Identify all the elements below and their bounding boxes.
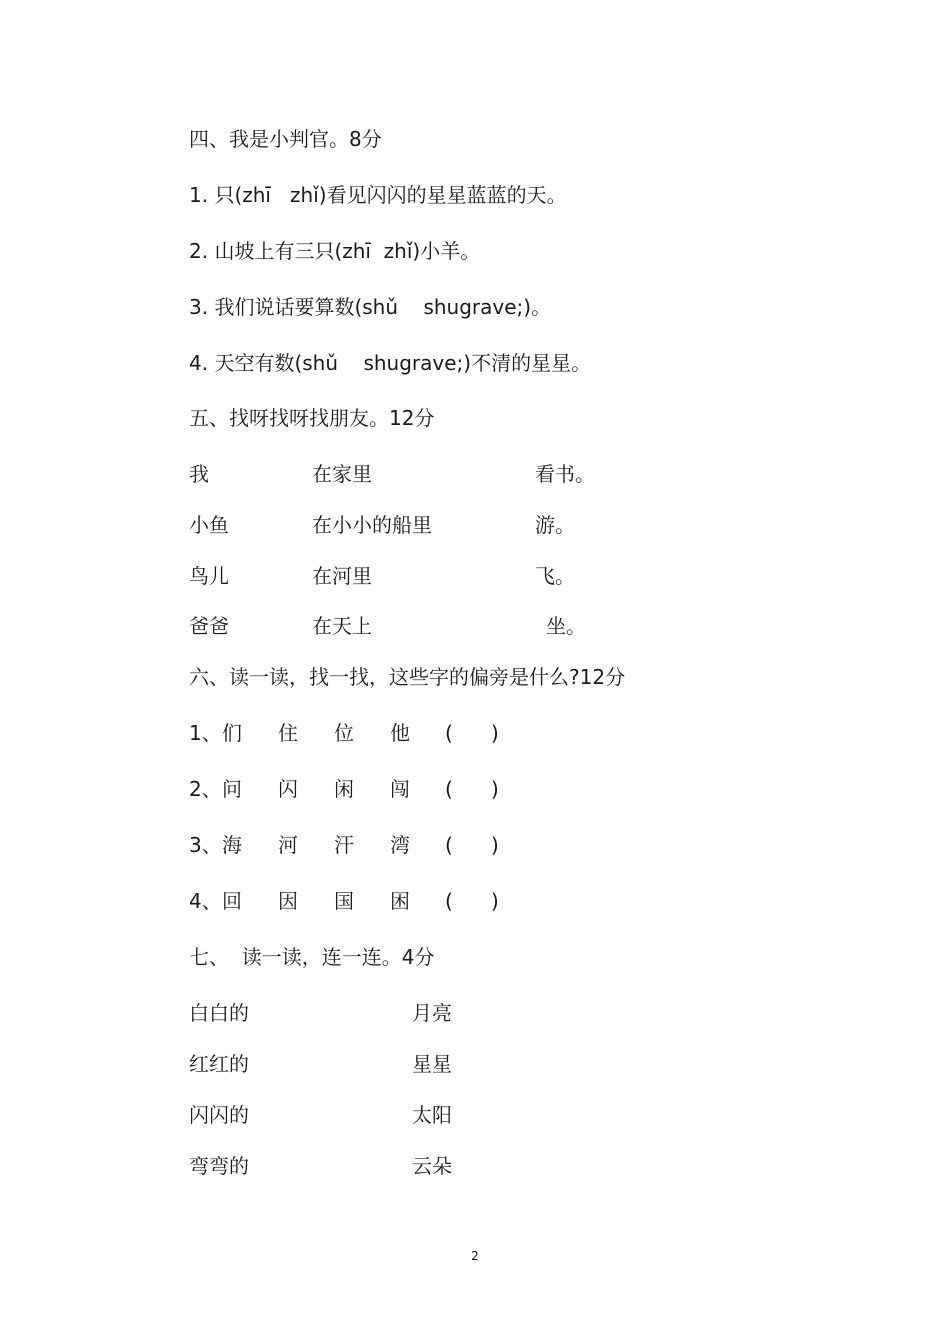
radical-char: 位 [334, 721, 354, 745]
radical-char: 住 [278, 721, 298, 745]
judge-item-1: 1. 只(zhī zhǐ)看见闪闪的星星蓝蓝的天。 [189, 183, 567, 207]
radical-char: 河 [278, 833, 298, 857]
radical-char: 汗 [334, 833, 354, 857]
friend-subject: 小鱼 [189, 513, 229, 537]
radical-char: 回 [222, 889, 242, 913]
radical-char: 困 [390, 889, 410, 913]
friend-subject: 鸟儿 [189, 564, 229, 588]
radical-char: 闪 [278, 777, 298, 801]
friend-action: 坐。 [546, 614, 586, 638]
friend-subject: 我 [189, 462, 209, 486]
answer-blank: ( ) [445, 889, 499, 913]
radical-row-number: 2、 [189, 777, 222, 801]
friend-place: 在河里 [312, 564, 372, 588]
radical-char: 闲 [334, 777, 354, 801]
friend-action: 飞。 [535, 564, 575, 588]
radical-char: 们 [222, 721, 242, 745]
radical-char: 海 [222, 833, 242, 857]
answer-blank: ( ) [445, 721, 499, 745]
match-right: 星星 [412, 1052, 452, 1076]
radical-row-number: 1、 [189, 721, 222, 745]
section-4-title: 四、我是小判官。8分 [189, 127, 382, 151]
match-left: 闪闪的 [189, 1103, 249, 1127]
match-right: 云朵 [412, 1154, 452, 1178]
radical-row-number: 3、 [189, 833, 222, 857]
radical-char: 他 [390, 721, 410, 745]
friend-place: 在小小的船里 [312, 513, 432, 537]
radical-char: 因 [278, 889, 298, 913]
radical-char: 湾 [390, 833, 410, 857]
page-number: 2 [471, 1249, 479, 1263]
answer-blank: ( ) [445, 833, 499, 857]
radical-row-number: 4、 [189, 889, 222, 913]
friend-place: 在天上 [312, 614, 372, 638]
radical-char: 闯 [390, 777, 410, 801]
match-left: 弯弯的 [189, 1154, 249, 1178]
friend-action: 游。 [535, 513, 575, 537]
section-7-title: 七、 读一读，连一连。4分 [189, 945, 435, 969]
judge-item-3: 3. 我们说话要算数(shǔ shugrave;)。 [189, 295, 552, 319]
match-right: 月亮 [412, 1001, 452, 1025]
radical-char: 问 [222, 777, 242, 801]
friend-place: 在家里 [312, 462, 372, 486]
friend-subject: 爸爸 [189, 614, 229, 638]
friend-action: 看书。 [535, 462, 595, 486]
radical-char: 国 [334, 889, 354, 913]
match-left: 红红的 [189, 1052, 249, 1076]
judge-item-2: 2. 山坡上有三只(zhī zhǐ)小羊。 [189, 239, 481, 263]
section-5-title: 五、找呀找呀找朋友。12分 [189, 406, 435, 430]
answer-blank: ( ) [445, 777, 499, 801]
section-6-title: 六、读一读，找一找，这些字的偏旁是什么?12分 [189, 665, 626, 689]
match-right: 太阳 [412, 1103, 452, 1127]
match-left: 白白的 [189, 1001, 249, 1025]
judge-item-4: 4. 天空有数(shǔ shugrave;)不清的星星。 [189, 351, 592, 375]
